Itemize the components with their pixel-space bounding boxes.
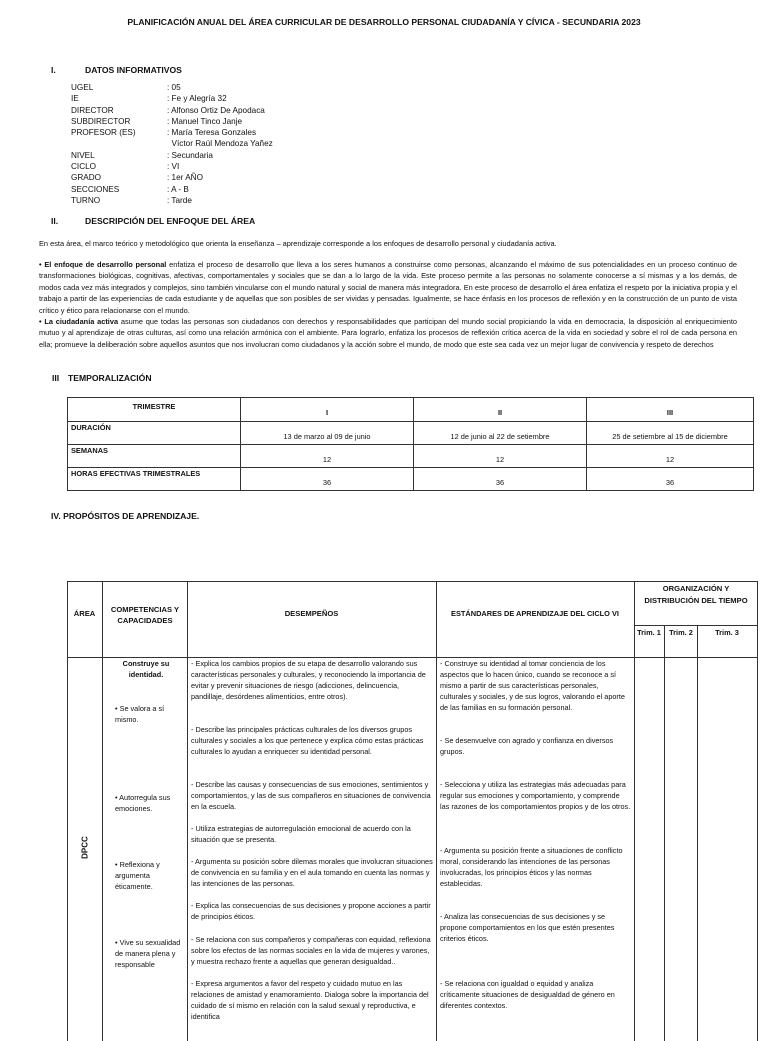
header-trim-3: Trim. 3 [715, 628, 739, 637]
table-row [68, 445, 754, 468]
table-cell: 36 [414, 468, 587, 491]
section-2-number: II. [51, 216, 59, 226]
info-key: IE [71, 94, 79, 104]
table-row-label: DURACIÓN [68, 422, 241, 445]
intro-paragraph: En esta área, el marco teórico y metodológico que orienta la enseñanza – aprendizaje corresponde a los enfoques de desarrollo personal y ciudadanía activa. [39, 239, 557, 248]
info-list [71, 82, 273, 206]
capacidad-item: • Vive su sexualidad de manera plena y responsable [115, 938, 181, 969]
info-key [71, 138, 167, 149]
header-trim-1: Trim. 1 [637, 628, 661, 637]
table-row [68, 398, 754, 422]
info-value: : 05 [167, 83, 181, 92]
info-key: DIRECTOR [71, 105, 114, 115]
estandar-item: - Selecciona y utiliza las estrategias más adecuadas para regular sus emociones y comportamiento, y comprende las razones de los comportamientos propios y de los otros. [440, 780, 631, 811]
info-row [71, 195, 273, 206]
ciudadania-lead: • La ciudadanía activa [39, 317, 119, 326]
table-cell: 36 [587, 468, 754, 491]
enfoque-desarrollo-text: enfatiza el proceso de desarrollo que lleva a los seres humanos a construirse como personas, alcanzando el máximo de sus potencialidades en un proceso continuo de transformaciones biológicas, cognitivas, afectivas, comportamentales y sociales que se dan a lo largo de la vida. Este proceso permite a las personas no solamente conocerse a sí mismas y a los demás, de modos cada vez más integrados y complejos, sino también vincularse con el mundo natural y social de manera más integradora. En este proceso de desarrollo el área enfatiza el respeto por la iniciativa propia y el trabajo a partir de las experiencias de cada estudiante y de aquellas que son posibles de ser vividas y pensadas. Igualmente, se hace énfasis en los procesos de reflexión y en la construcción de un punto de vista crítico y ético para relacionarse con el mundo. [39, 260, 737, 315]
info-value: : Alfonso Ortiz De Apodaca [167, 105, 265, 115]
section-2-title: DESCRIPCIÓN DEL ENFOQUE DEL ÁREA [85, 216, 256, 226]
info-value: : María Teresa Gonzales [167, 128, 257, 138]
desempeno-item: - Se relaciona con sus compañeros y compañeras con equidad, reflexiona sobre los efectos de las normas sociales en la vida de mujeres y varones, y muestra rechazo frente a aquellas que generan desigualdad.. [191, 935, 431, 966]
section-1-title: DATOS INFORMATIVOS [85, 65, 182, 75]
info-row [71, 116, 273, 127]
desempeno-item: - Describe las principales prácticas culturales de los diversos grupos culturales y sociales a los que pertenece y explica cómo estas prácticas culturales lo ayudan a enriquecer su identidad personal. [191, 725, 424, 756]
table-cell: 12 [414, 445, 587, 468]
desempeno-item: - Utiliza estrategias de autorregulación emocional de acuerdo con la situación que se presenta. [191, 824, 411, 844]
section-3-number: III [52, 373, 60, 383]
ciudadania-paragraph [39, 316, 737, 350]
info-key: GRADO [71, 173, 102, 183]
estandar-item: - Se desenvuelve con agrado y confianza en diversos grupos. [440, 736, 614, 756]
info-value: : 1er AÑO [167, 173, 203, 183]
header-desempenos: DESEMPEÑOS [284, 609, 339, 618]
propositos-table [67, 581, 757, 1041]
desempeno-item: - Explica las consecuencias de sus decisiones y propone acciones a partir de principios éticos. [191, 901, 431, 921]
info-value: : VI [167, 162, 180, 172]
section-1-heading [51, 65, 182, 75]
info-value: : Tarde [167, 195, 192, 205]
info-key: SECCIONES [71, 184, 120, 194]
table-cell: 13 de marzo al 09 de junio [241, 422, 414, 445]
header-area: ÁREA [73, 609, 96, 618]
ciudadania-text: asume que todas las personas son ciudadanos con derechos y responsabilidades que participan del mundo social propiciando la vida en democracia, la disposición al enriquecimiento mutuo y al aprendizaje de otras culturas, así como una relación armónica con el ambiente. Para lograrlo, enfatiza los procesos de reflexión crítica acerca de la vida en sociedad y sobre el rol de cada persona en ella; promueve la deliberación sobre aquellos asuntos que nos involucran como ciudadanos y la acción sobre el mundo, de modo que este sea cada vez un mejor lugar de convivencia y respeto de derechos [39, 317, 737, 349]
temporalizacion-table [67, 397, 754, 491]
desempeno-item: - Explica los cambios propios de su etapa de desarrollo valorando sus características personales y culturales, y reconociendo la importancia de evitar y prevenir situaciones de riesgo (adicciones, delincuencia, pandillaje, desórdenes alimenticios, entre otros). [191, 659, 426, 701]
section-3-title: TEMPORALIZACIÓN [68, 373, 152, 383]
section-4-heading: IV. PROPÓSITOS DE APRENDIZAJE. [51, 511, 200, 521]
table-row-label: HORAS EFECTIVAS TRIMESTRALES [68, 468, 241, 491]
desempeno-item: - Describe las causas y consecuencias de sus emociones, sentimientos y comportamientos, y las de sus compañeros en situaciones de convivencia en la escuela. [191, 780, 431, 811]
estandar-item: - Analiza las consecuencias de sus decisiones y se propone comportamientos en los que estén presentes criterios éticos. [440, 912, 615, 943]
header-organizacion: ORGANIZACIÓN Y DISTRIBUCIÓN DEL TIEMPO [644, 584, 748, 605]
info-key: PROFESOR (ES) [71, 128, 136, 138]
info-key: SUBDIRECTOR [71, 116, 131, 126]
enfoque-desarrollo-paragraph [39, 259, 737, 316]
table-cell: 25 de setiembre al 15 de diciembre [587, 422, 754, 445]
table-header-cell: I [241, 398, 414, 422]
header-estandares: ESTÁNDARES DE APRENDIZAJE DEL CICLO VI [451, 609, 619, 618]
section-3-heading [52, 373, 152, 383]
info-value: : Fe y Alegría 32 [167, 94, 227, 104]
table-row-label: SEMANAS [68, 445, 241, 468]
table-row [68, 422, 754, 445]
header-competencias: COMPETENCIAS Y CAPACIDADES [110, 605, 180, 625]
info-row [71, 82, 273, 93]
info-row [71, 184, 273, 195]
table-cell: 12 de junio al 22 de setiembre [414, 422, 587, 445]
info-row [71, 138, 273, 149]
table-header-cell: II [414, 398, 587, 422]
info-row [71, 161, 273, 172]
info-key: UGEL [71, 83, 94, 92]
info-key: TURNO [71, 195, 101, 205]
table-cell: 12 [587, 445, 754, 468]
capacidad-item: • Autorregula sus emociones. [115, 793, 171, 813]
info-value: : Secundaria [167, 150, 213, 160]
info-row [71, 105, 273, 116]
info-row [71, 127, 273, 138]
info-value: : A - B [167, 184, 189, 194]
table-header-cell: TRIMESTRE [68, 398, 241, 422]
table-cell: 36 [241, 468, 414, 491]
table-cell: 12 [241, 445, 414, 468]
estandar-item: - Construye su identidad al tomar conciencia de los aspectos que lo hacen único, cuando se reconoce a sí mismo a partir de sus características personales, culturales y sociales, y de sus logros, valorando el aporte de las familias en su formación personal. [440, 659, 625, 712]
info-row [71, 172, 273, 183]
enfoque-desarrollo-lead: • El enfoque de desarrollo personal [39, 260, 167, 269]
estandar-item: - Argumenta su posición frente a situaciones de conflicto moral, considerando las intenciones de las personas involucradas, los principios éticos y las normas establecidas. [440, 846, 623, 888]
info-key: NIVEL [71, 150, 95, 160]
desempeno-item: - Argumenta su posición sobre dilemas morales que involucran situaciones de convivencia en su familia y en el aula tomando en cuenta las normas y las intenciones de las personas. [191, 857, 433, 888]
info-key: CICLO [71, 162, 97, 172]
estandar-item: - Se relaciona con igualdad o equidad y analiza críticamente situaciones de desigualdad de género en diferentes contextos. [440, 979, 615, 1010]
info-row [71, 93, 273, 104]
info-value: : Manuel Tinco Janje [167, 116, 243, 126]
competencia-title: Construye su identidad. [122, 659, 170, 679]
info-value: Víctor Raúl Mendoza Yañez [167, 139, 273, 149]
section-1-number: I. [51, 65, 56, 75]
table-header-cell: III [587, 398, 754, 422]
info-row [71, 150, 273, 161]
desempeno-item: - Expresa argumentos a favor del respeto y cuidado mutuo en las relaciones de amistad y enamoramiento. Dialoga sobre la importancia del cuidado de sí mismo en relación con la salud sexual y reproductiva, e identifica [191, 979, 429, 1021]
page-title: PLANIFICACIÓN ANUAL DEL ÁREA CURRICULAR DE DESARROLLO PERSONAL CIUDADANÍA Y CÍVICA - SECUNDARIA 2023 [127, 17, 641, 27]
capacidad-item: • Reflexiona y argumenta éticamente. [115, 860, 160, 891]
header-trim-2: Trim. 2 [669, 628, 693, 637]
section-2-heading [51, 216, 255, 226]
area-label: DPCC [80, 836, 90, 859]
table-row [68, 468, 754, 491]
capacidad-item: • Se valora a sí mismo. [115, 704, 165, 724]
